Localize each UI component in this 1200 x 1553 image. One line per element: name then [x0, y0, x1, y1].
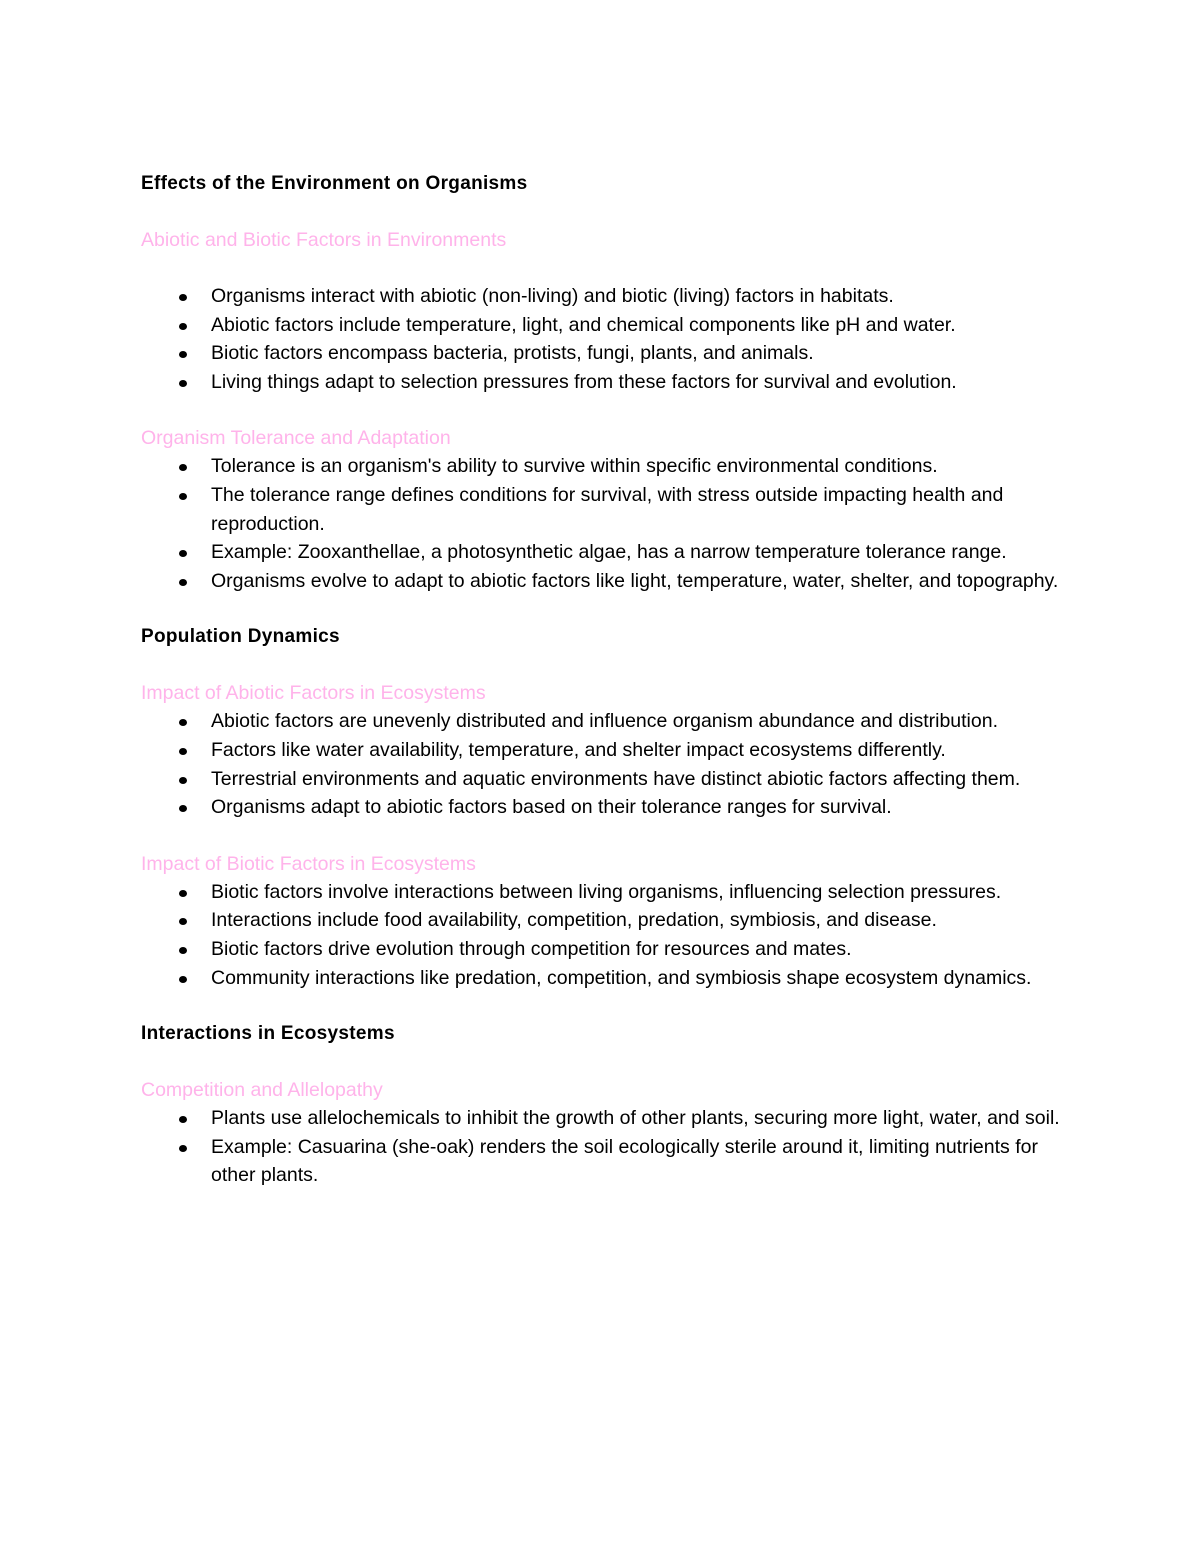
bullet-icon: [179, 380, 187, 387]
bullet-icon: [179, 1116, 187, 1123]
bullet-icon: [179, 947, 187, 954]
list-item-text: Terrestrial environments and aquatic environments have distinct abiotic factors affecting them.: [211, 767, 1021, 790]
list-item-text: Interactions include food availability, competition, predation, symbiosis, and disease.: [211, 909, 937, 932]
bullet-icon: [179, 805, 187, 812]
list-item-text: Organisms interact with abiotic (non-living) and biotic (living) factors in habitats.: [211, 285, 894, 307]
list-item-text: Example: Casuarina (she-oak) renders the soil ecologically sterile around it, limiting nutrients for other plants.: [211, 1135, 1038, 1187]
list-item-text: Organisms adapt to abiotic factors based on their tolerance ranges for survival.: [211, 796, 892, 819]
section-heading: Effects of the Environment on Organisms: [141, 173, 528, 194]
list-item: [141, 368, 1061, 397]
bullet-icon: [179, 1145, 187, 1152]
bullet-list: [141, 282, 1061, 396]
list-item: [141, 906, 1061, 935]
section-heading: Population Dynamics: [141, 626, 340, 648]
list-item-text: Biotic factors drive evolution through competition for resources and mates.: [211, 937, 852, 960]
list-item: [141, 935, 1061, 964]
subsection-title: Competition and Allelopathy: [141, 1079, 383, 1102]
bullet-list: [141, 878, 1061, 992]
bullet-icon: [179, 748, 187, 755]
list-item: [141, 1133, 1061, 1190]
list-item: [141, 567, 1061, 596]
bullet-icon: [179, 464, 187, 471]
list-item: [141, 339, 1061, 368]
list-item: [141, 538, 1061, 567]
bullet-icon: [179, 351, 187, 358]
list-item-text: Living things adapt to selection pressures from these factors for survival and evolution.: [211, 370, 957, 393]
list-item: [141, 707, 1061, 736]
list-item-text: Biotic factors involve interactions between living organisms, influencing selection pressures.: [211, 880, 1002, 903]
list-item: [141, 736, 1061, 765]
subsection-title: Impact of Biotic Factors in Ecosystems: [141, 852, 476, 875]
list-item: [141, 1104, 1061, 1133]
bullet-icon: [179, 719, 187, 726]
list-item: [141, 964, 1061, 993]
list-item-text: Abiotic factors are unevenly distributed and influence organism abundance and distribution.: [211, 710, 998, 733]
list-item-text: Community interactions like predation, competition, and symbiosis shape ecosystem dynamics.: [211, 966, 1032, 989]
section-heading: Interactions in Ecosystems: [141, 1023, 395, 1045]
list-item-text: Biotic factors encompass bacteria, protists, fungi, plants, and animals.: [211, 342, 814, 365]
bullet-icon: [179, 976, 187, 983]
list-item-text: Abiotic factors include temperature, light, and chemical components like pH and water.: [211, 313, 956, 336]
subsection-title: Organism Tolerance and Adaptation: [141, 427, 451, 450]
bullet-icon: [179, 918, 187, 925]
list-item-text: Organisms evolve to adapt to abiotic factors like light, temperature, water, shelter, and topography.: [211, 569, 1059, 592]
bullet-icon: [179, 294, 187, 301]
list-item-text: Factors like water availability, temperature, and shelter impact ecosystems differently.: [211, 738, 946, 761]
bullet-icon: [179, 550, 187, 557]
bullet-icon: [179, 890, 187, 897]
list-item-text: Plants use allelochemicals to inhibit the growth of other plants, securing more light, water, and soil.: [211, 1107, 1060, 1130]
subsection-title: Abiotic and Biotic Factors in Environments: [141, 229, 507, 251]
list-item-text: Tolerance is an organism's ability to survive within specific environmental conditions.: [211, 455, 938, 478]
list-item: [141, 878, 1061, 907]
list-item: [141, 452, 1061, 481]
bullet-icon: [179, 323, 187, 330]
bullet-list: [141, 452, 1061, 595]
list-item-text: Example: Zooxanthellae, a photosynthetic algae, has a narrow temperature tolerance range.: [211, 541, 1007, 564]
list-item: [141, 481, 1061, 538]
subsection-title: Impact of Abiotic Factors in Ecosystems: [141, 682, 486, 705]
bullet-icon: [179, 493, 187, 500]
list-item: [141, 282, 1061, 311]
list-item-text: The tolerance range defines conditions for survival, with stress outside impacting health and reproduction.: [211, 483, 1004, 535]
document-page: [141, 170, 1061, 1190]
bullet-list: [141, 1104, 1061, 1190]
list-item: [141, 311, 1061, 340]
bullet-icon: [179, 579, 187, 586]
bullet-list: [141, 707, 1061, 821]
list-item: [141, 765, 1061, 794]
bullet-icon: [179, 777, 187, 784]
list-item: [141, 793, 1061, 822]
